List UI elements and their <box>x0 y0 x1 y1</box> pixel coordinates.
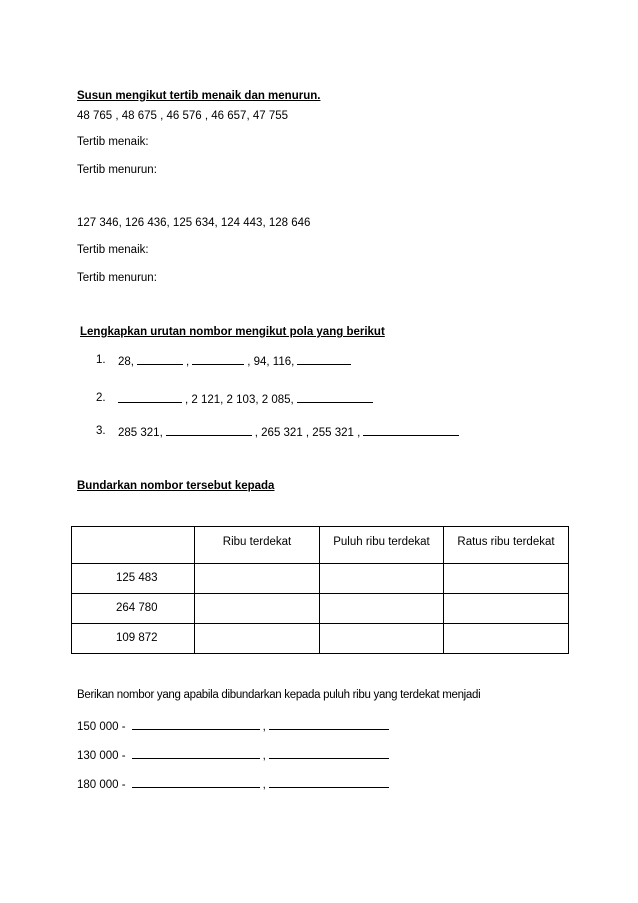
answer-blank[interactable] <box>297 354 351 365</box>
rounding-table <box>71 526 569 654</box>
row-number: 264 780 <box>72 594 195 624</box>
item-number: 1. <box>96 354 106 366</box>
answer-cell[interactable] <box>444 564 569 594</box>
item-text: , 265 321 , 255 321 , <box>254 427 361 439</box>
answer-blank[interactable] <box>137 354 183 365</box>
answer-blank[interactable] <box>132 719 260 730</box>
item-text: , <box>186 356 190 368</box>
item-number: 2. <box>96 392 106 404</box>
answer-cell[interactable] <box>320 564 444 594</box>
answer-blank[interactable] <box>132 748 260 759</box>
answer-blank[interactable] <box>166 425 252 436</box>
answer-line-3 <box>77 777 392 791</box>
item-text: 28, <box>118 356 134 368</box>
answer-cell[interactable] <box>195 564 320 594</box>
separator: , <box>262 779 266 791</box>
item-content <box>118 392 376 406</box>
number-set-2: 127 346, 126 436, 125 634, 124 443, 128 646 <box>77 217 311 229</box>
heading-arrange-order: Susun mengikut tertib menaik dan menurun. <box>77 90 321 102</box>
item-text: 285 321, <box>118 427 163 439</box>
answer-blank[interactable] <box>363 425 459 436</box>
heading-complete-pattern: Lengkapkan urutan nombor mengikut pola yang berikut <box>80 326 385 338</box>
answer-cell[interactable] <box>320 624 444 654</box>
answer-blank[interactable] <box>192 354 244 365</box>
descending-label-1: Tertib menurun: <box>77 164 157 176</box>
heading-rounding: Bundarkan nombor tersebut kepada <box>77 480 275 492</box>
separator: , <box>262 750 266 762</box>
header-cell-thousand: Ribu terdekat <box>195 527 320 564</box>
answer-line-2 <box>77 748 392 762</box>
answer-blank[interactable] <box>132 777 260 788</box>
answer-blank[interactable] <box>269 777 389 788</box>
table-row <box>72 594 569 624</box>
answer-blank[interactable] <box>118 392 182 403</box>
header-cell-ten-thousand: Puluh ribu terdekat <box>320 527 444 564</box>
answer-blank[interactable] <box>297 392 373 403</box>
answer-cell[interactable] <box>320 594 444 624</box>
ascending-label-1: Tertib menaik: <box>77 136 149 148</box>
descending-label-2: Tertib menurun: <box>77 272 157 284</box>
answer-blank[interactable] <box>269 719 389 730</box>
item-text: , 94, 116, <box>247 356 295 368</box>
table-row <box>72 624 569 654</box>
separator: , <box>262 721 266 733</box>
table-row <box>72 564 569 594</box>
answer-cell[interactable] <box>195 624 320 654</box>
item-content <box>118 354 354 368</box>
rounding-instruction: Berikan nombor yang apabila dibundarkan kepada puluh ribu yang terdekat menjadi <box>77 689 481 701</box>
table-header-row <box>72 527 569 564</box>
target-value: 150 000 - <box>77 721 126 733</box>
number-set-1: 48 765 , 48 675 , 46 576 , 46 657, 47 755 <box>77 110 289 122</box>
answer-cell[interactable] <box>444 624 569 654</box>
target-value: 180 000 - <box>77 779 126 791</box>
item-text: , 2 121, 2 103, 2 085, <box>185 394 294 406</box>
answer-cell[interactable] <box>195 594 320 624</box>
row-number: 109 872 <box>72 624 195 654</box>
answer-cell[interactable] <box>444 594 569 624</box>
ascending-label-2: Tertib menaik: <box>77 244 149 256</box>
header-cell-hundred-thousand: Ratus ribu terdekat <box>444 527 569 564</box>
answer-line-1 <box>77 719 392 733</box>
answer-blank[interactable] <box>269 748 389 759</box>
item-number: 3. <box>96 425 106 437</box>
row-number: 125 483 <box>72 564 195 594</box>
target-value: 130 000 - <box>77 750 126 762</box>
item-content <box>118 425 462 439</box>
header-cell-empty <box>72 527 195 564</box>
